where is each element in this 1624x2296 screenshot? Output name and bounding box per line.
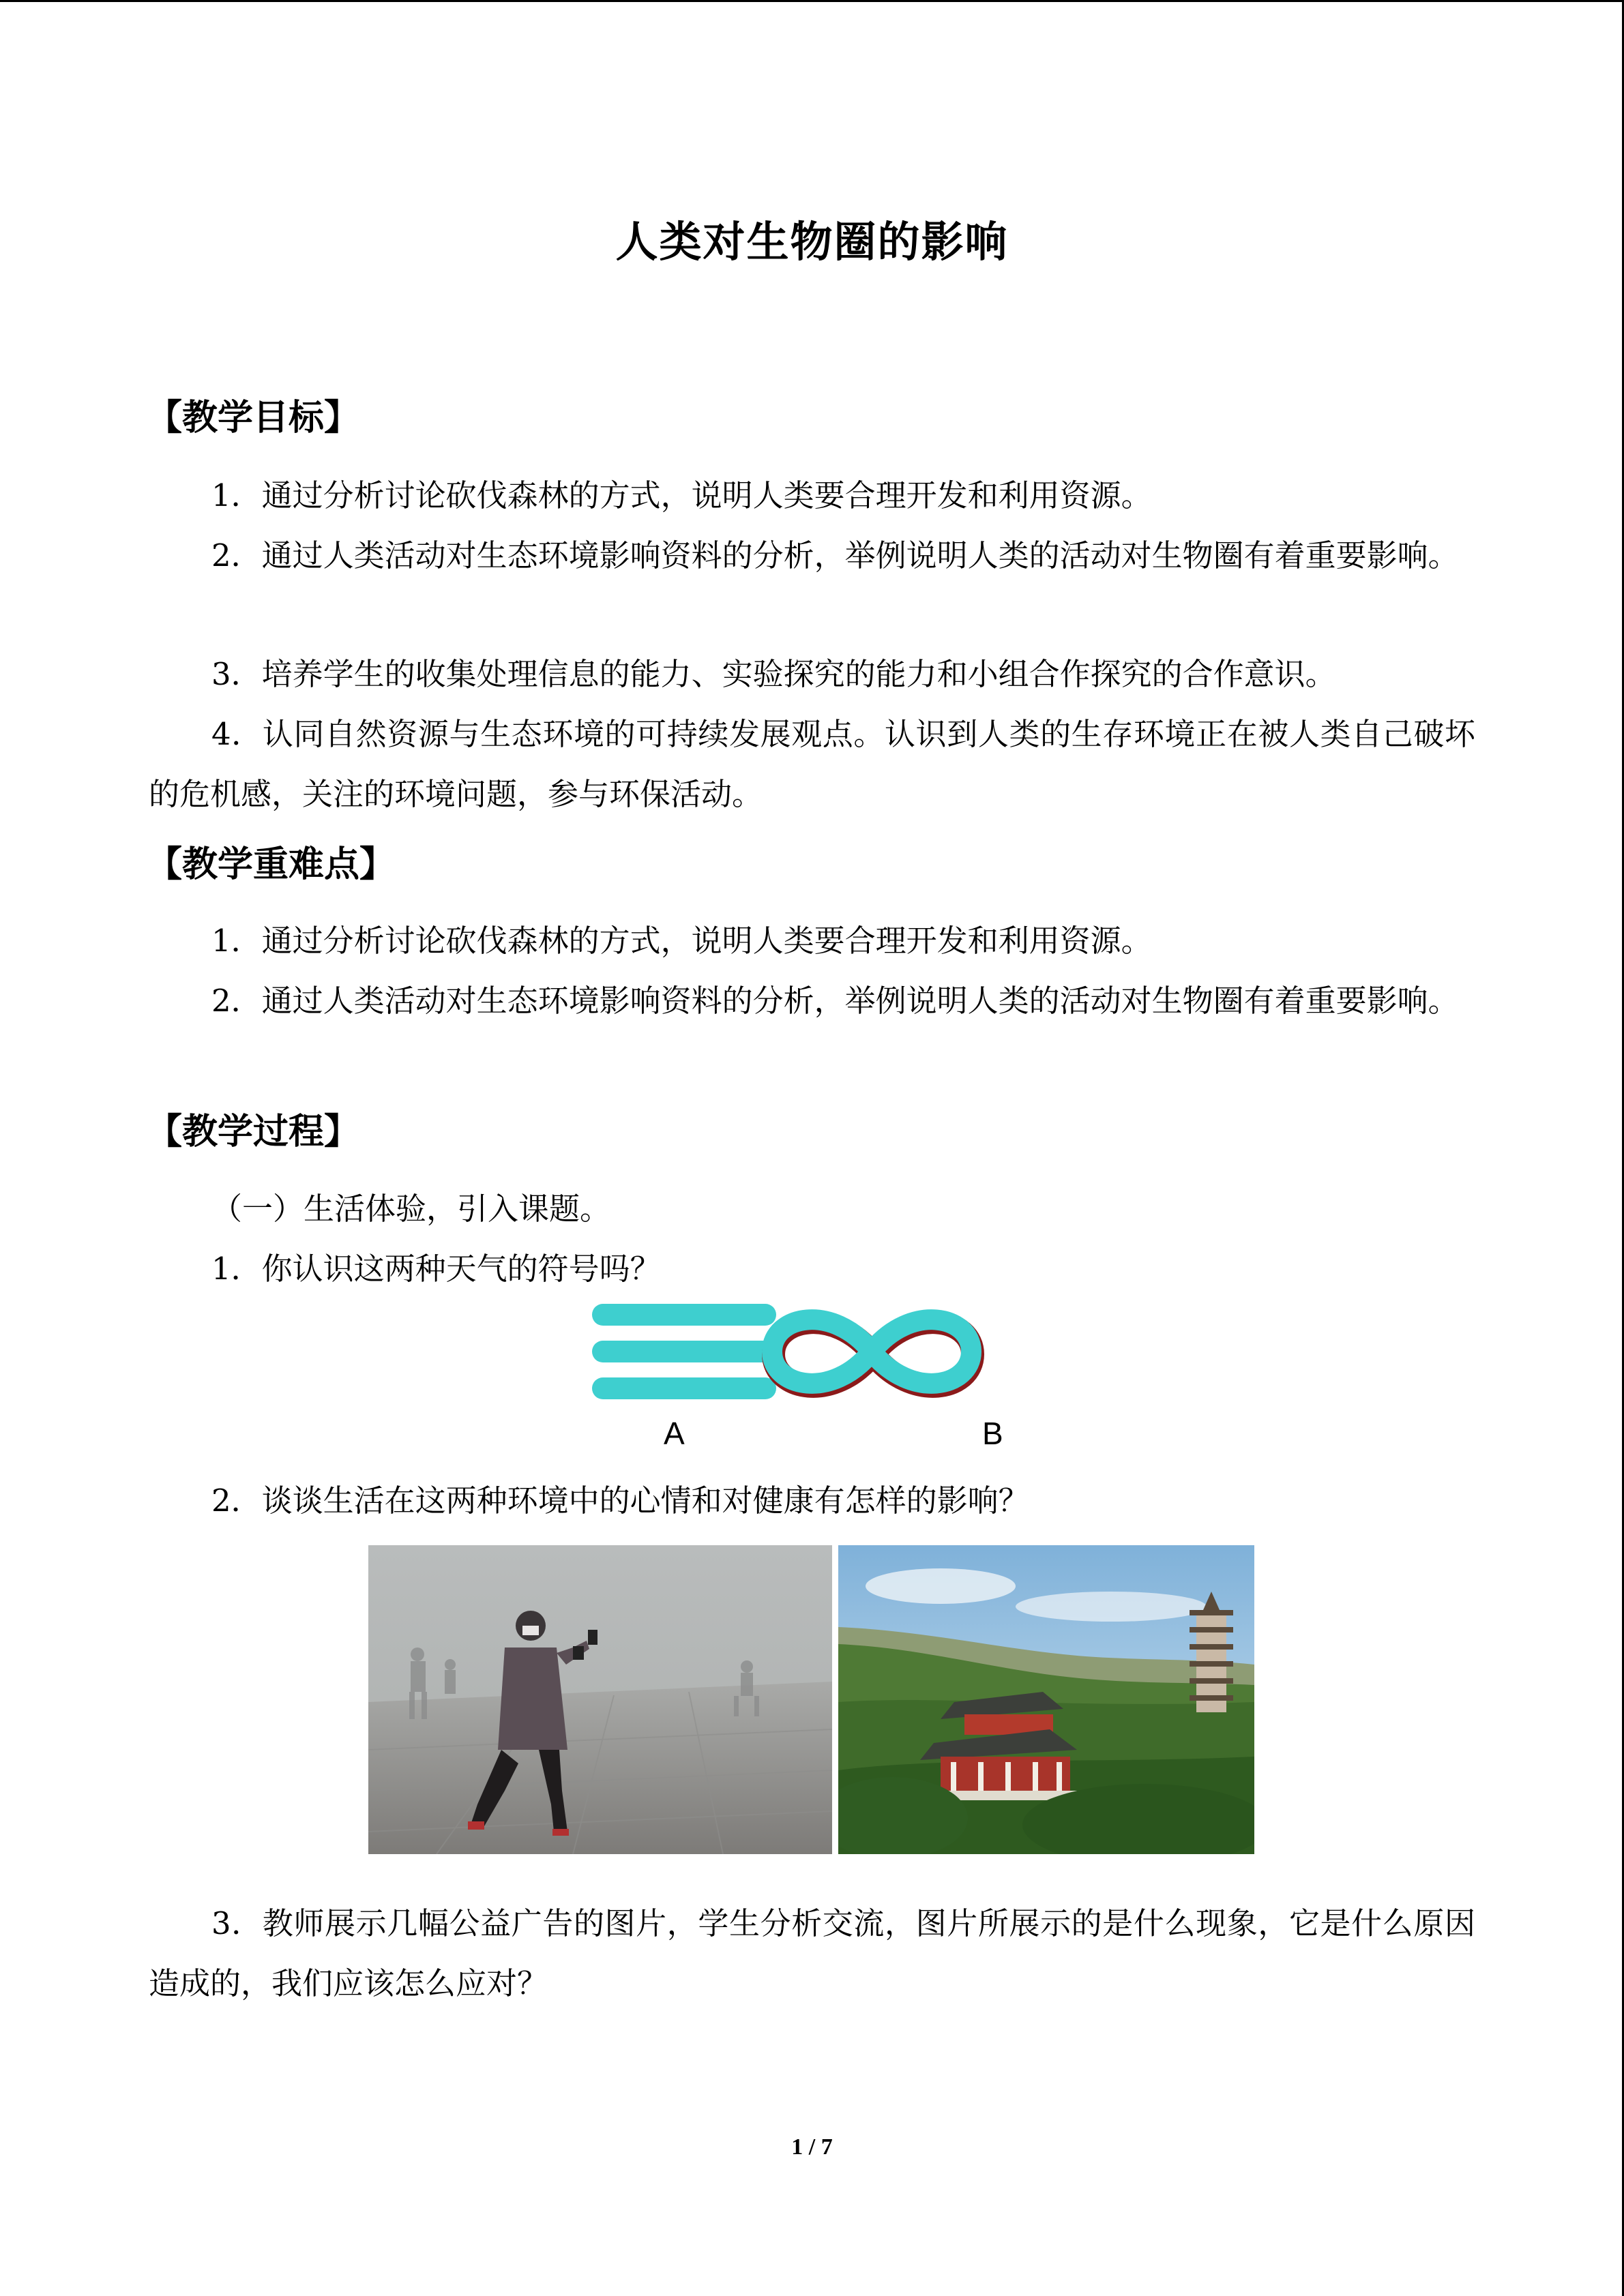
objective-item-3: 3．培养学生的收集处理信息的能力、实验探究的能力和小组合作探究的合作意识。 (211, 656, 1336, 692)
process-question-2: 2．谈谈生活在这两种环境中的心情和对健康有怎样的影响？ (211, 1482, 1029, 1519)
process-question-3: 3．教师展示几幅公益广告的图片，学生分析交流，图片所展示的是什么现象，它是什么原因造成的，我们应该怎么应对？ (149, 1905, 1475, 2001)
page-frame-top (0, 0, 1624, 2)
objective-item-1: 1．通过分析讨论砍伐森林的方式，说明人类要合理开发和利用资源。 (211, 477, 1152, 513)
symbol-label-a: A (664, 1416, 685, 1451)
page-number: 1 / 7 (791, 2134, 833, 2160)
haze-symbol-b (772, 1320, 973, 1386)
section-heading-key-points: 【教学重难点】 (147, 844, 396, 885)
section-heading-objectives: 【教学目标】 (147, 398, 360, 438)
section-heading-process: 【教学过程】 (147, 1112, 360, 1152)
process-question-1: 1．你认识这两种天气的符号吗？ (211, 1251, 661, 1287)
symbol-label-b: B (982, 1416, 1003, 1451)
key-point-item-1: 1．通过分析讨论砍伐森林的方式，说明人类要合理开发和利用资源。 (211, 923, 1152, 959)
process-step-title: （一）生活体验，引入课题。 (211, 1191, 611, 1227)
fog-symbol-a (592, 1304, 776, 1399)
objective-item-2: 2．通过人类活动对生态环境影响资料的分析，举例说明人类的活动对生物圈有着重要影响。 (211, 537, 1459, 573)
key-point-item-2: 2．通过人类活动对生态环境影响资料的分析，举例说明人类的活动对生物圈有着重要影响。 (211, 983, 1459, 1019)
objective-item-4: 4．认同自然资源与生态环境的可持续发展观点。认识到人类的生存环境正在被人类自己破坏的危机感，关注的环境问题，参与环保活动。 (149, 716, 1475, 812)
page-title: 人类对生物圈的影响 (615, 217, 1009, 267)
smog-photo (368, 1545, 832, 1854)
temple-landscape-photo (838, 1545, 1254, 1854)
weather-symbols-figure (587, 1296, 1125, 1459)
